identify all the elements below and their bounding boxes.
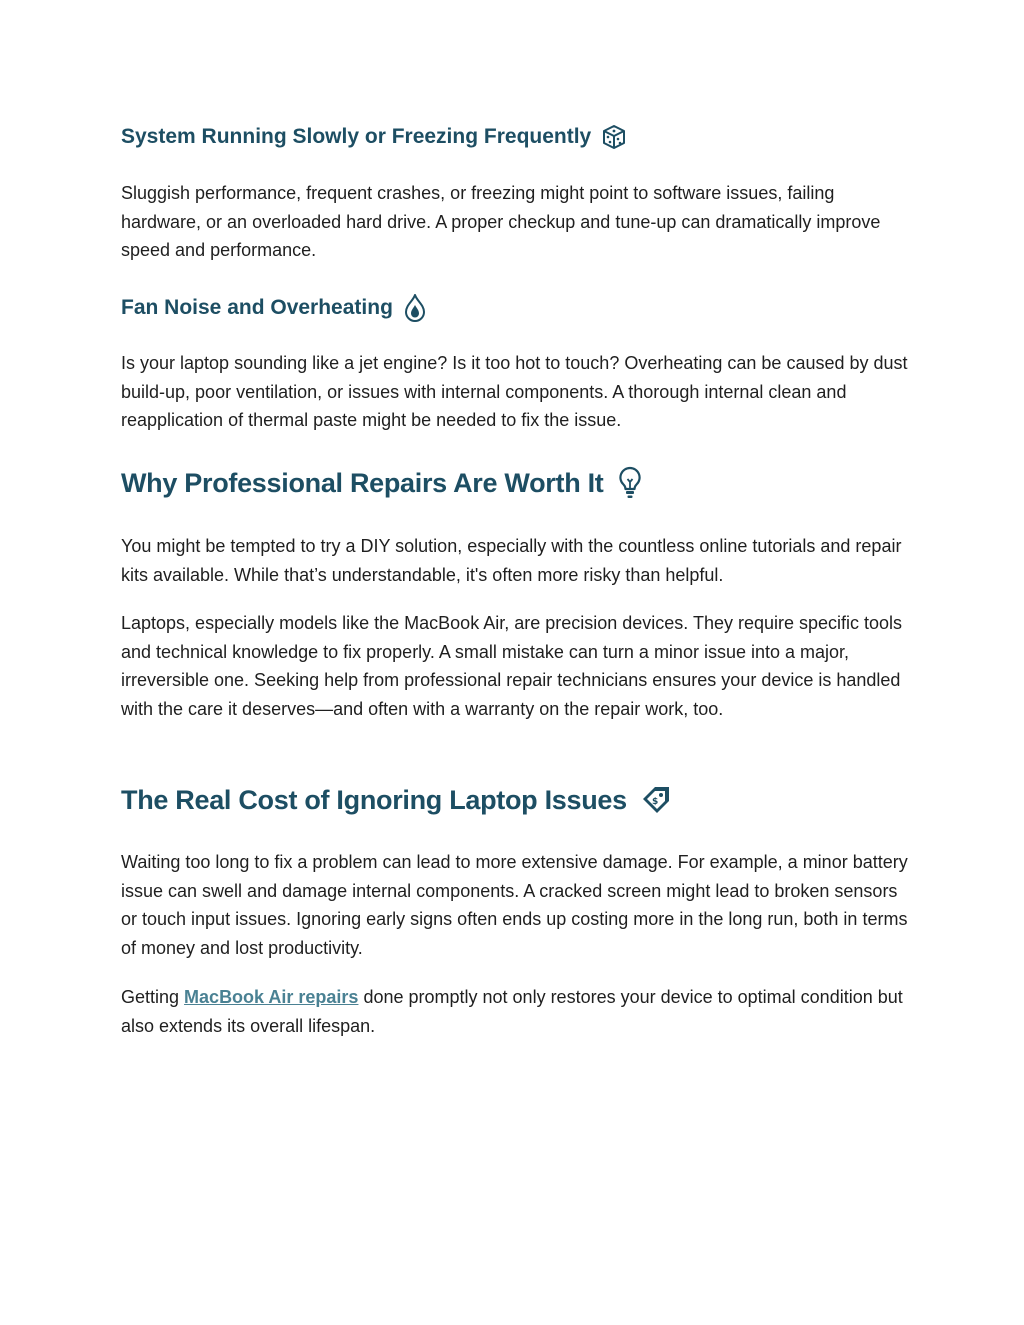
heading-why-text: Why Professional Repairs Are Worth It [121,467,604,498]
section-heading-fan [121,293,911,323]
paragraph-cost-1: Waiting too long to fix a problem can lead to more extensive damage. For example, a minor battery issue can swell and damage internal components. A cracked screen might lead to broken sensors or touch input issues. Ignoring early signs often ends up costing more in the long run, both in terms of money and lost productivity. [121,852,908,958]
paragraph-why-2: Laptops, especially models like the MacBook Air, are precision devices. They require specific tools and technical knowledge to fix properly. A small mistake can turn a minor issue into a major, irreversible one. Seeking help from professional repair technicians ensures your device is handled with the care it deserves—and often with a warranty on the repair work, too. [121,613,903,719]
paragraph-fan: Is your laptop sounding like a jet engine? Is it too hot to touch? Overheating can be caused by dust build-up, poor ventilation, or issues with internal components. A thorough internal clean and reapplication of thermal paste might be needed to fix the issue. [121,353,908,431]
svg-text:$: $ [651,797,658,807]
heading-fan [121,293,911,323]
macbook-air-repairs-link[interactable]: MacBook Air repairs [184,987,359,1007]
flame-drop-icon [403,293,427,323]
heading-slow [121,124,911,150]
section-body-cost-2 [121,983,911,1040]
price-tag-icon [639,783,673,817]
section-body-cost-1 [121,848,911,962]
paragraph-why-1: You might be tempted to try a DIY solution, especially with the countless online tutorials and repair kits available. While that’s understandable, it's often more risky than helpful. [121,536,902,585]
section-heading-slow [121,124,911,150]
section-heading-why [121,466,911,500]
heading-cost [121,783,911,817]
heading-cost-text: The Real Cost of Ignoring Laptop Issues [121,784,627,815]
section-body-why-2 [121,609,911,723]
section-heading-cost [121,783,911,817]
section-body-fan [121,349,911,435]
heading-why [121,466,911,500]
heading-fan-text: Fan Noise and Overheating [121,296,393,320]
section-body-slow [121,179,911,265]
paragraph-slow: Sluggish performance, frequent crashes, or freezing might point to software issues, failing hardware, or an overloaded hard drive. A proper checkup and tune-up can dramatically improve speed and performance. [121,183,881,261]
dice-icon [601,124,627,150]
section-body-why-1 [121,532,911,589]
lightbulb-icon [618,466,642,500]
heading-slow-text: System Running Slowly or Freezing Frequently [121,125,592,149]
paragraph-cost-2 [121,983,911,1040]
paragraph-cost-2-before: Getting [121,987,185,1007]
paragraph-cost-2-after: done promptly not only restores your device to optimal condition but also extends its overall lifespan. [121,987,903,1036]
